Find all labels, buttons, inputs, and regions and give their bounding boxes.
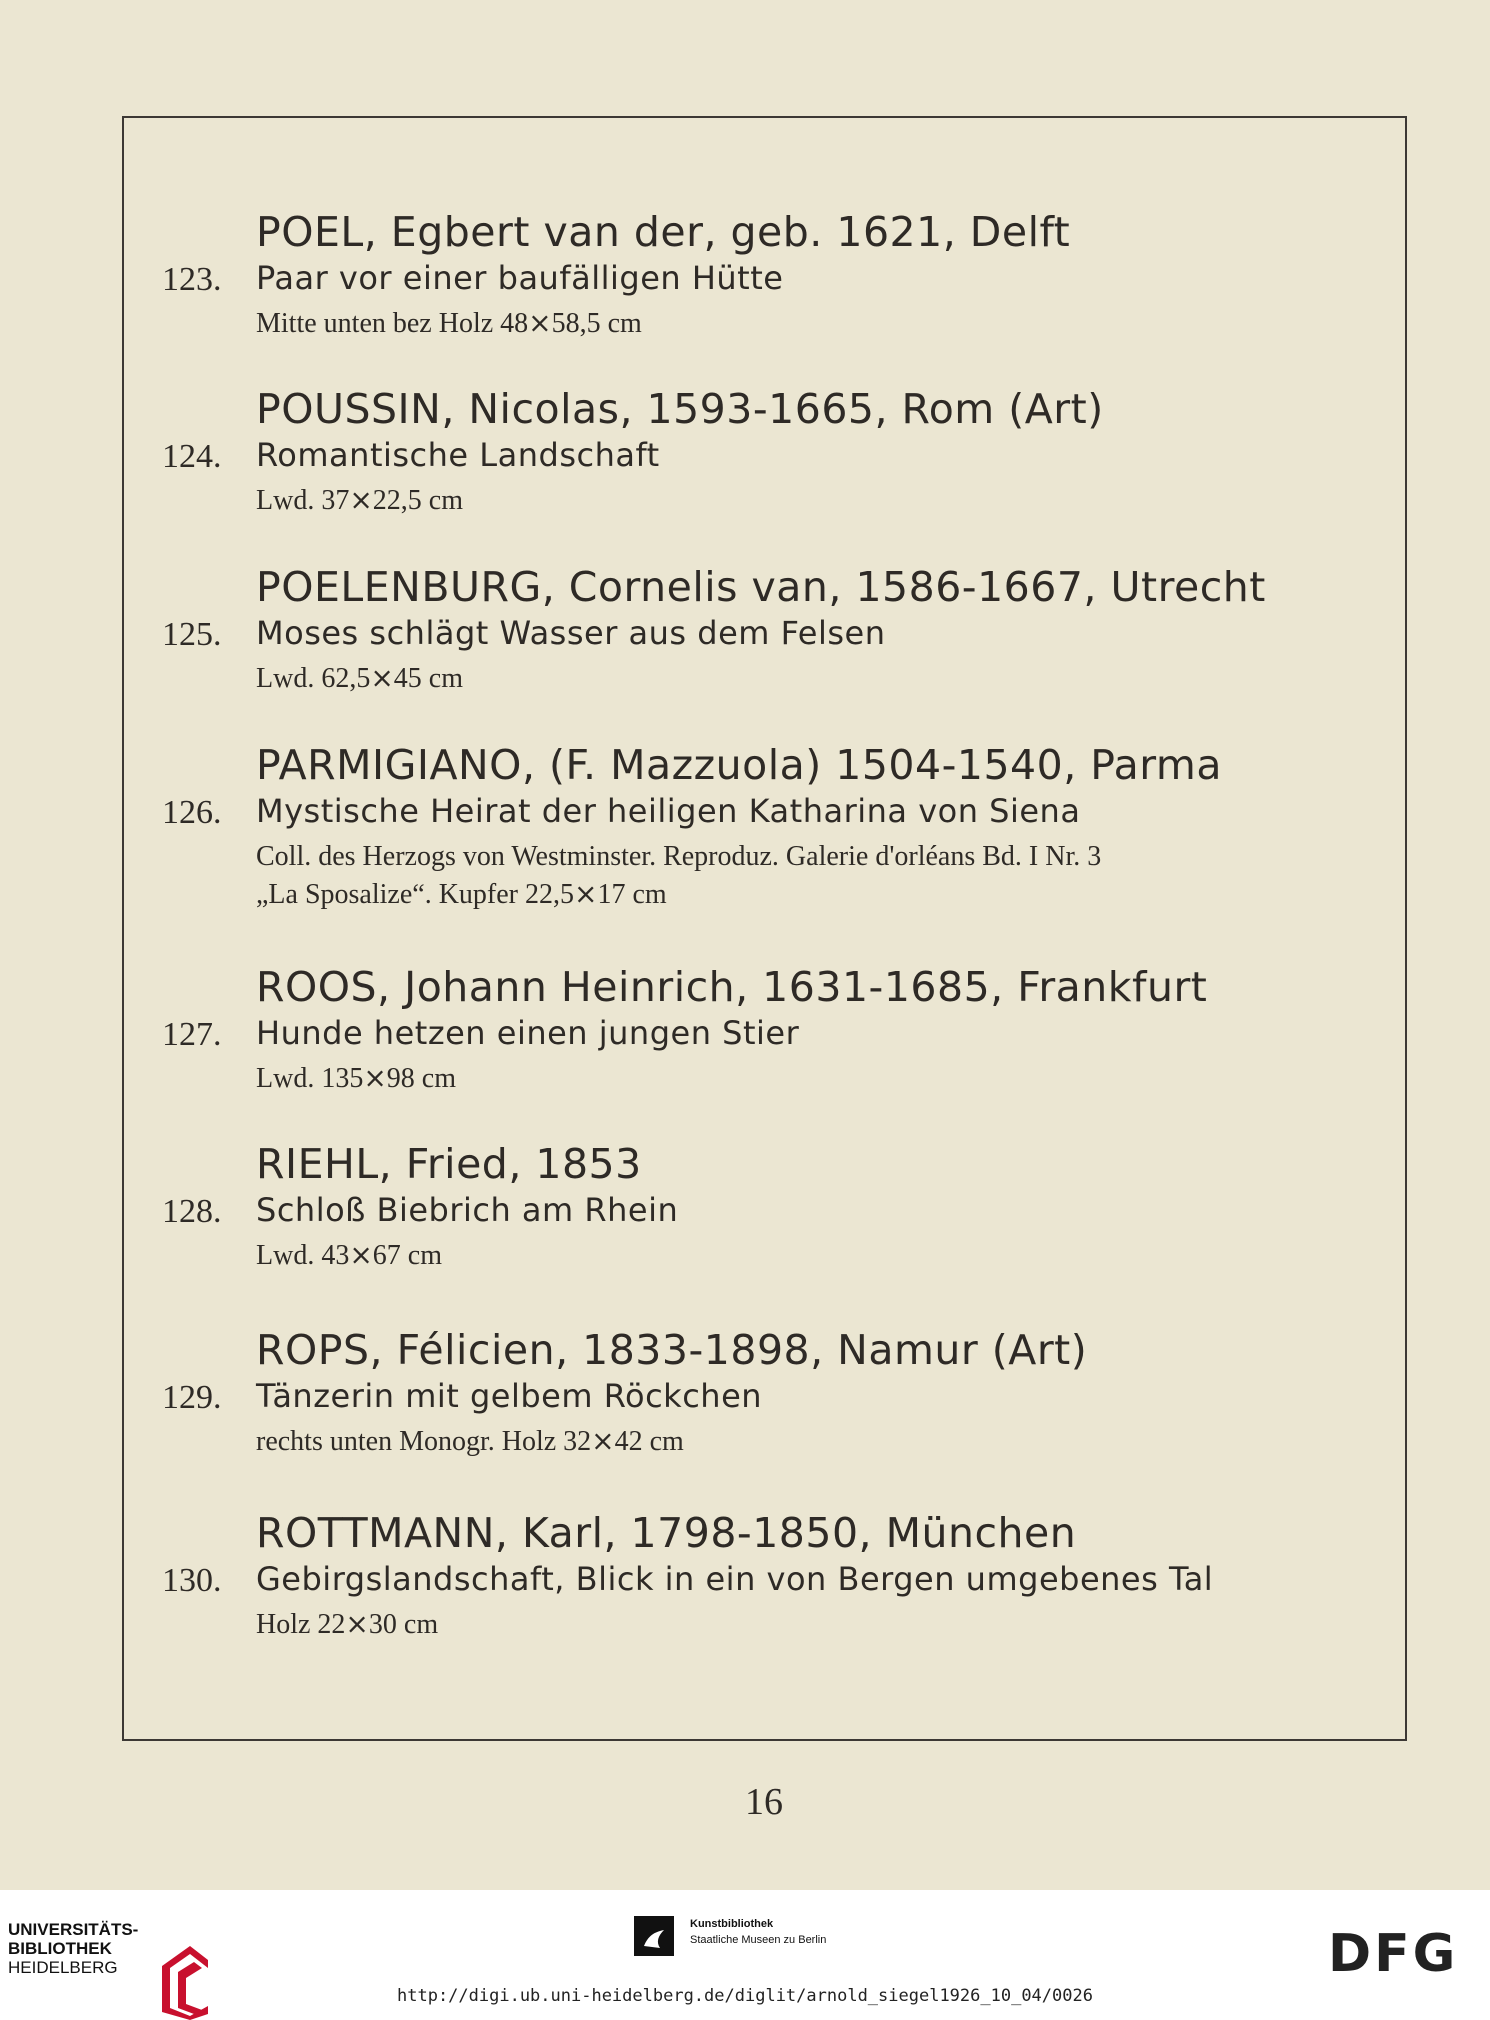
logo-text-line: UNIVERSITÄTS- bbox=[8, 1920, 139, 1939]
lot-number: 125. bbox=[162, 616, 222, 653]
page-frame bbox=[122, 116, 1407, 1741]
artist-heading: POUSSIN, Nicolas, 1593-1665, Rom (Art) bbox=[256, 385, 1104, 433]
artwork-details: Lwd. 43⨯67 cm bbox=[256, 1240, 442, 1271]
artwork-details: Lwd. 135⨯98 cm bbox=[256, 1063, 456, 1094]
artwork-details: Mitte unten bez Holz 48⨯58,5 cm bbox=[256, 308, 642, 339]
artwork-title: Mystische Heirat der heiligen Katharina von Siena bbox=[256, 792, 1081, 830]
artwork-title: Hunde hetzen einen jungen Stier bbox=[256, 1014, 800, 1052]
eagle-icon bbox=[634, 1916, 674, 1956]
artwork-title: Romantische Landschaft bbox=[256, 436, 660, 474]
lot-number: 126. bbox=[162, 794, 222, 831]
artwork-details: Coll. des Herzogs von Westminster. Reproduz. Galerie d'orléans Bd. I Nr. 3 bbox=[256, 841, 1102, 872]
artwork-details: Holz 22⨯30 cm bbox=[256, 1609, 439, 1640]
artist-heading: RIEHL, Fried, 1853 bbox=[256, 1140, 642, 1188]
artist-heading: ROOS, Johann Heinrich, 1631-1685, Frankfurt bbox=[256, 963, 1208, 1011]
heidelberg-library-logo[interactable] bbox=[8, 1920, 138, 1977]
artist-heading: PARMIGIANO, (F. Mazzuola) 1504-1540, Parma bbox=[256, 741, 1222, 789]
lot-number: 124. bbox=[162, 438, 222, 475]
artwork-details: rechts unten Monogr. Holz 32⨯42 cm bbox=[256, 1426, 684, 1457]
artwork-details: „La Sposalize“. Kupfer 22,5⨯17 cm bbox=[256, 879, 667, 910]
lot-number: 127. bbox=[162, 1016, 222, 1053]
artist-heading: ROTTMANN, Karl, 1798-1850, München bbox=[256, 1509, 1077, 1557]
page-number: 16 bbox=[745, 1781, 783, 1823]
artwork-details: Lwd. 62,5⨯45 cm bbox=[256, 663, 463, 694]
viewer-footer bbox=[0, 1890, 1490, 2010]
artist-heading: POEL, Egbert van der, geb. 1621, Delft bbox=[256, 208, 1071, 256]
artwork-details: Lwd. 37⨯22,5 cm bbox=[256, 485, 463, 516]
logo-text-line: Staatliche Museen zu Berlin bbox=[690, 1934, 827, 1946]
lot-number: 123. bbox=[162, 261, 222, 298]
artwork-title: Moses schlägt Wasser aus dem Felsen bbox=[256, 614, 886, 652]
artist-heading: ROPS, Félicien, 1833-1898, Namur (Art) bbox=[256, 1326, 1088, 1374]
lot-number: 128. bbox=[162, 1193, 222, 1230]
heidelberg-logo-icon bbox=[156, 1942, 214, 2020]
artwork-title: Schloß Biebrich am Rhein bbox=[256, 1191, 679, 1229]
lot-number: 130. bbox=[162, 1562, 222, 1599]
page-url[interactable]: http://digi.ub.uni-heidelberg.de/diglit/arnold_siegel1926_10_04/0026 bbox=[397, 1986, 1093, 2006]
artwork-title: Gebirgslandschaft, Blick in ein von Bergen umgebenes Tal bbox=[256, 1560, 1214, 1598]
logo-text-line: HEIDELBERG bbox=[8, 1958, 118, 1977]
logo-text-line: BIBLIOTHEK bbox=[8, 1939, 112, 1958]
lot-number: 129. bbox=[162, 1379, 222, 1416]
artwork-title: Tänzerin mit gelbem Röckchen bbox=[256, 1377, 763, 1415]
logo-text-line: Kunstbibliothek bbox=[690, 1918, 774, 1930]
dfg-logo[interactable]: DFG bbox=[1328, 1924, 1459, 1984]
artist-heading: POELENBURG, Cornelis van, 1586-1667, Utrecht bbox=[256, 563, 1266, 611]
artwork-title: Paar vor einer baufälligen Hütte bbox=[256, 259, 784, 297]
